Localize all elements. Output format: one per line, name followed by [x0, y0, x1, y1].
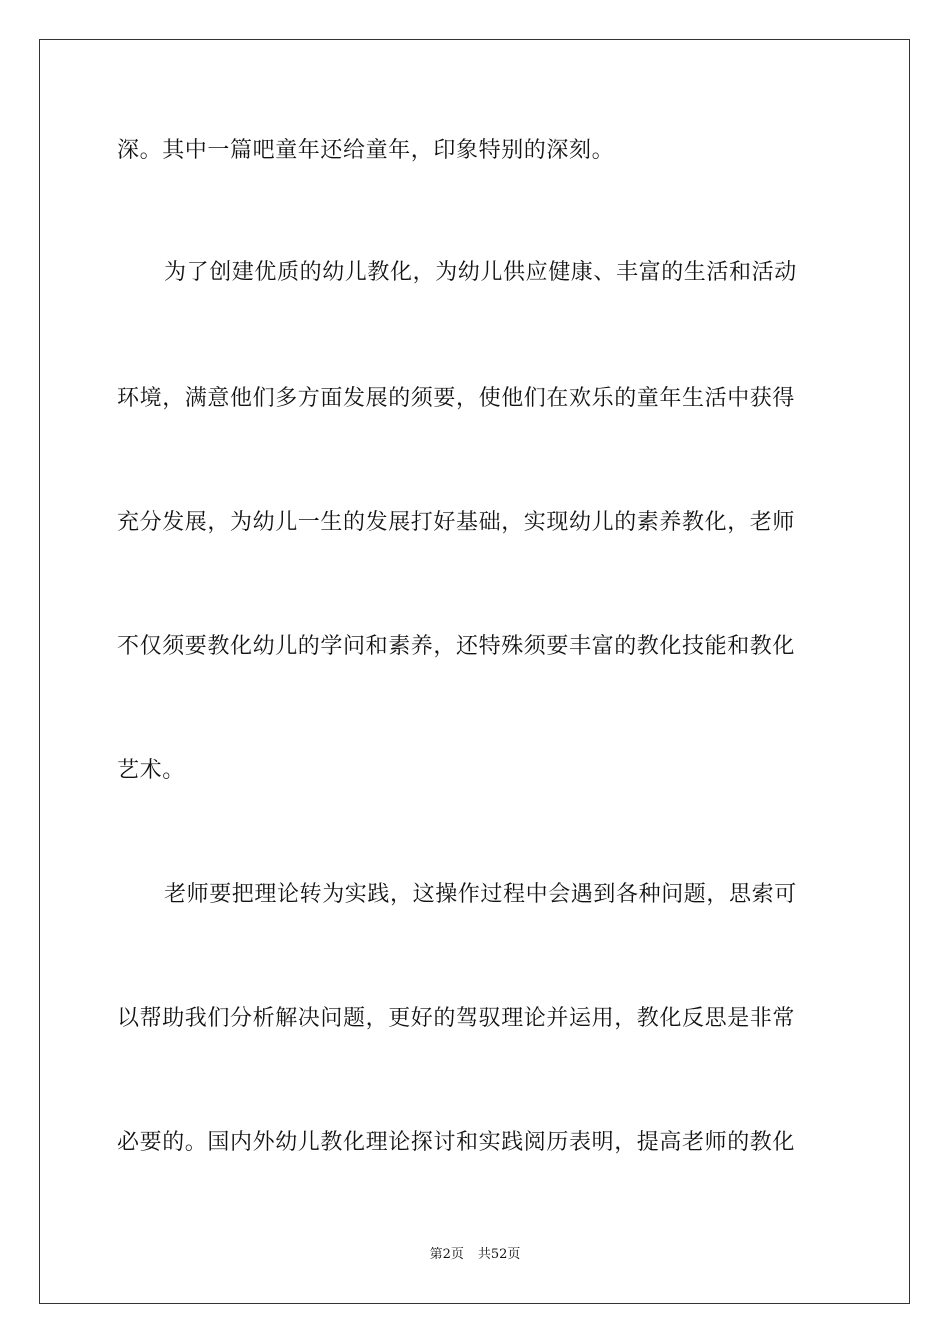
text-line: 必要的。国内外幼儿教化理论探讨和实践阅历表明，提高老师的教化	[117, 1130, 796, 1155]
page-number: 第2页	[429, 1247, 464, 1262]
text-line: 不仅须要教化幼儿的学问和素养，还特殊须要丰富的教化技能和教化	[117, 634, 796, 659]
text-line: 充分发展，为幼儿一生的发展打好基础，实现幼儿的素养教化，老师	[117, 510, 796, 535]
text-line: 深。其中一篇吧童年还给童年，印象特别的深刻。	[117, 138, 615, 163]
page-border	[39, 39, 910, 1304]
text-line: 艺术。	[117, 758, 185, 783]
text-line: 以帮助我们分析解决问题，更好的驾驭理论并运用，教化反思是非常	[117, 1006, 796, 1031]
text-line: 老师要把理论转为实践，这操作过程中会遇到各种问题，思索可	[164, 882, 797, 907]
text-line: 环境，满意他们多方面发展的须要，使他们在欢乐的童年生活中获得	[117, 386, 796, 411]
text-line: 为了创建优质的幼儿教化，为幼儿供应健康、丰富的生活和活动	[164, 260, 797, 285]
page-footer	[0, 1246, 950, 1264]
page-total: 共52页	[477, 1247, 521, 1262]
